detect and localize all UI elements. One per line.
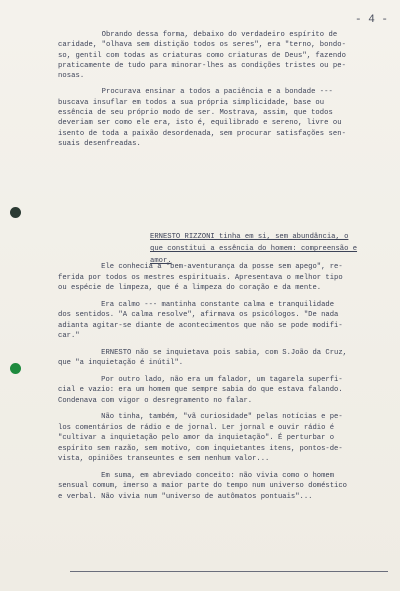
green-sticker-mark [10,363,21,374]
punch-hole-mark [10,207,21,218]
bottom-text-block [58,262,388,508]
paragraph-ele-conhecia: Ele conhecia a "bem-aventurança da posse sem apego", re- ferida por todos os mestres espirituais. Apresentava o melhor tipo ou espécie de limpeza, que é a limpeza do coração e da mente. [58,263,343,292]
paragraph-procurava: Procurava ensinar a todos a paciência e a bondade --- buscava insuflar em todos a sua própria simplicidade, base ou essência de seu próprio modo de ser. Mostrava, assim, que todos deveriam ser como ele era, isto é, equilibrado e sereno, livre ou isento de toda a paixão desordenada, sem procurar satisfações sen- suais desenfreadas. [58,88,346,148]
paragraph-em-suma: Em suma, em abreviado conceito: não vivia como o homem sensual comum, imerso a maior parte do tempo num universo doméstico e verbal. Não vivia num "universo de autômatos pontuais"... [58,471,347,501]
paragraph-ernesto-inquietava: ERNESTO não se inquietava pois sabia, com S.João da Cruz, que "a inquietação é inútil". [58,348,347,367]
top-text-block [58,30,386,163]
paragraph-por-outro-lado: Por outro lado, não era um falador, um tagarela superfi- cial e vazio: era um homem que sempre sabia do que estava falando. Condenava com vigor o desregramento no falar. [58,375,343,405]
paragraph-era-calmo: Era calmo --- mantinha constante calma e tranquilidade dos sentidos. "A calma resolve", afirmava os psicólogos. "De nada adianta agitar-se diante de acontecimentos que não se pode modifi- car." [58,300,343,340]
paragraph-nao-tinha: Não tinha, também, "vã curiosidade" pelas notícias e pe- los comentários de rádio e de jornal. Ler jornal e ouvir rádio é "cultivar a inquietação pelo amor da inquietação". É perturbar o espírito sem razão, sem motivo, com inquietantes itens, pontos-de- vista, opiniões transeuntes e sem nenhum valor... [58,413,343,463]
paragraph-obrando: Obrando dessa forma, debaixo do verdadeiro espírito de caridade, "olhava sem distição todos os seres", era "terno, bondo- so, gentil com todas as criaturas como criaturas de Deus", fazendo praticamente de tudo para minorar-lhes as condições tristes ou pe- nosas. [58,31,346,81]
section-heading: ERNESTO RIZZONI tinha em si, sem abundância, o que constitui a essência do homem: compreensão e amor. [150,233,358,265]
bottom-divider-line [70,571,388,572]
page-number: - 4 - [355,14,389,26]
